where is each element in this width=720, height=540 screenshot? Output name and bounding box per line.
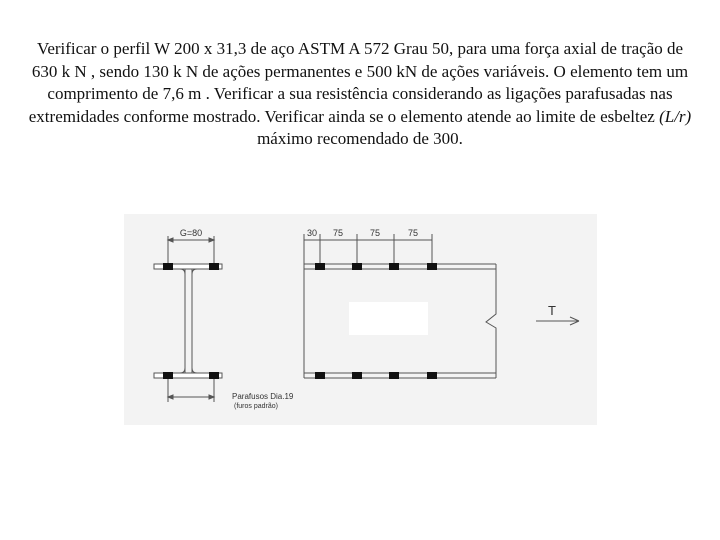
spacing-label: 75 — [407, 228, 419, 238]
bolt — [209, 372, 219, 379]
elev-top-flange — [304, 264, 496, 269]
slenderness-ratio: (L/r) — [659, 106, 692, 126]
bolt — [352, 372, 362, 379]
bolt — [163, 372, 173, 379]
bolt-label: Parafusos Dia.19 — [232, 392, 294, 401]
bolt — [389, 263, 399, 270]
spacing-label: 75 — [369, 228, 381, 238]
problem-statement — [28, 38, 692, 151]
problem-text-main: Verificar o perfil W 200 x 31,3 de aço ASTM A 572 Grau 50, para uma força axial de tração de 630 k N , sendo 130 k N de ações permanentes e 500 kN de ações variáveis. O elemento tem um comprimento de 7,6 m . Verificar a sua resistência considerando as ligações parafusadas nas extremidades conforme mostrado. Verificar ainda se o elemento atende ao limite de esbeltez — [28, 39, 689, 126]
gauge-label: G=80 — [179, 228, 203, 238]
elev-bottom-flange — [304, 373, 496, 378]
bolt — [389, 372, 399, 379]
bolt — [315, 263, 325, 270]
fillets — [180, 269, 197, 373]
connection-figure — [124, 214, 597, 425]
hole-label: (furos padrão) — [234, 403, 278, 410]
bolt — [427, 372, 437, 379]
bolt — [352, 263, 362, 270]
bolt — [315, 372, 325, 379]
connection-drawing — [124, 214, 597, 425]
bolt — [209, 263, 219, 270]
spacing-label: 75 — [332, 228, 344, 238]
spacing-label: 30 — [306, 228, 318, 238]
bolt — [163, 263, 173, 270]
side-elevation — [304, 234, 579, 378]
web — [185, 269, 192, 373]
force-label: T — [548, 303, 556, 318]
blank-area — [349, 302, 428, 335]
problem-text-end: máximo recomendado de 300. — [257, 129, 463, 148]
break-line — [486, 264, 496, 378]
section-bolts — [163, 263, 219, 379]
bolt — [427, 263, 437, 270]
